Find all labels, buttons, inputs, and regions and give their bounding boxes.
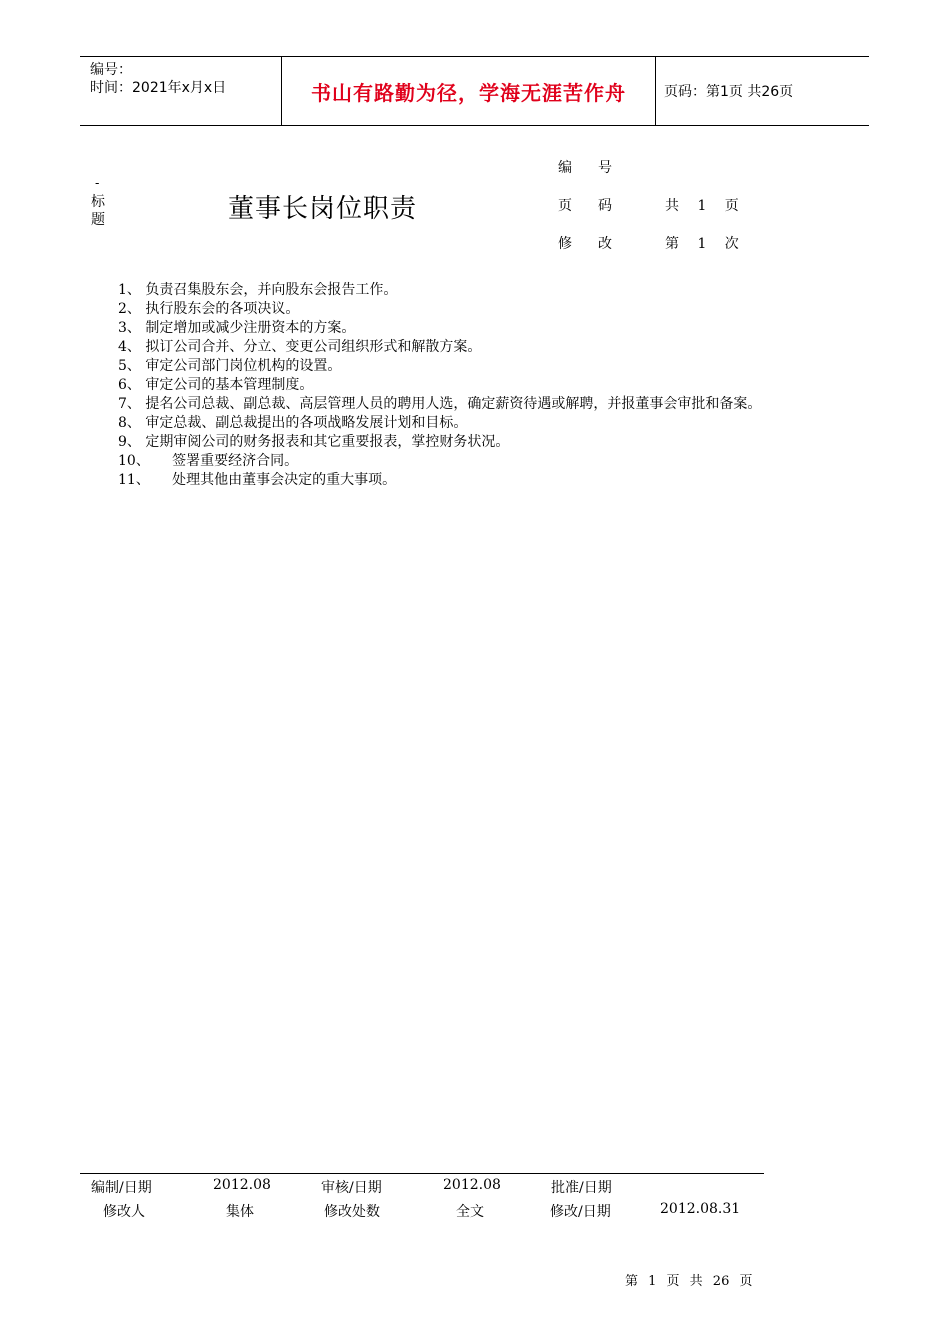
list-number: 10、 [118,453,173,469]
modified-places-label: 修改处数 [324,1204,380,1220]
list-number: 5、 [118,358,146,374]
header-motto: 书山有路勤为径，学海无涯苦作舟 [311,80,626,105]
modified-places-value: 全文 [456,1204,484,1220]
list-item [118,471,768,490]
list-item [118,395,768,414]
header-divider [655,57,656,125]
list-text: 拟订公司合并、分立、变更公司组织形式和解散方案。 [145,339,482,355]
list-number: 1、 [118,282,146,298]
header-number-label: 编号： [90,62,132,78]
list-item [118,281,768,300]
meta-number-label: 编号 [558,160,638,176]
list-text: 负责召集股东会，并向股东会报告工作。 [145,282,398,298]
signoff-row [80,1174,764,1198]
header-page-info: 页码：第1页 共26页 [664,84,794,100]
list-text: 审定总裁、副总裁提出的各项战略发展计划和目标。 [145,415,468,431]
list-text: 审定公司的基本管理制度。 [145,377,314,393]
list-item [118,376,768,395]
list-text: 审定公司部门岗位机构的设置。 [145,358,342,374]
list-number: 6、 [118,377,146,393]
signoff-table [80,1173,764,1222]
approved-label: 批准/日期 [551,1180,612,1196]
meta-page-value: 共 1 页 [665,198,739,214]
header-left-cell [90,61,226,97]
modifier-value: 集体 [226,1204,254,1220]
list-text: 签署重要经济合同。 [172,453,299,469]
title-dash: - [95,176,100,191]
list-item [118,414,768,433]
list-text: 执行股东会的各项决议。 [145,301,300,317]
duty-list [118,281,768,490]
list-item [118,338,768,357]
list-number: 3、 [118,320,146,336]
meta-page-label: 页码 [558,198,638,214]
list-text: 提名公司总裁、副总裁、高层管理人员的聘用人选，确定薪资待遇或解聘，并报董事会审批和备案。 [145,396,762,412]
meta-revision-label: 修改 [558,236,638,252]
prepared-label: 编制/日期 [91,1180,152,1196]
list-text: 处理其他由董事会决定的重大事项。 [172,472,397,488]
document-header [80,56,869,126]
reviewed-date: 2012.08 [443,1177,501,1193]
title-label: 标题 [91,194,105,228]
list-item [118,433,768,452]
list-item [118,452,768,471]
modified-date-label: 修改/日期 [550,1204,611,1220]
list-number: 8、 [118,415,146,431]
meta-revision-value: 第 1 次 [665,236,739,252]
list-item [118,300,768,319]
list-item [118,319,768,338]
modifier-label: 修改人 [103,1204,145,1220]
document-title: 董事长岗位职责 [228,194,418,224]
reviewed-label: 审核/日期 [321,1180,382,1196]
list-number: 2、 [118,301,146,317]
list-text: 制定增加或减少注册资本的方案。 [145,320,356,336]
list-text: 定期审阅公司的财务报表和其它重要报表，掌控财务状况。 [145,434,510,450]
list-number: 11、 [118,472,173,488]
page-footer: 第 1 页 共 26 页 [625,1274,753,1289]
list-item [118,357,768,376]
prepared-date: 2012.08 [213,1177,271,1193]
list-number: 7、 [118,396,146,412]
list-number: 9、 [118,434,146,450]
list-number: 4、 [118,339,146,355]
modified-date-value: 2012.08.31 [660,1201,741,1217]
header-time-label: 时间：2021年x月x日 [90,80,227,96]
signoff-row [80,1198,764,1222]
